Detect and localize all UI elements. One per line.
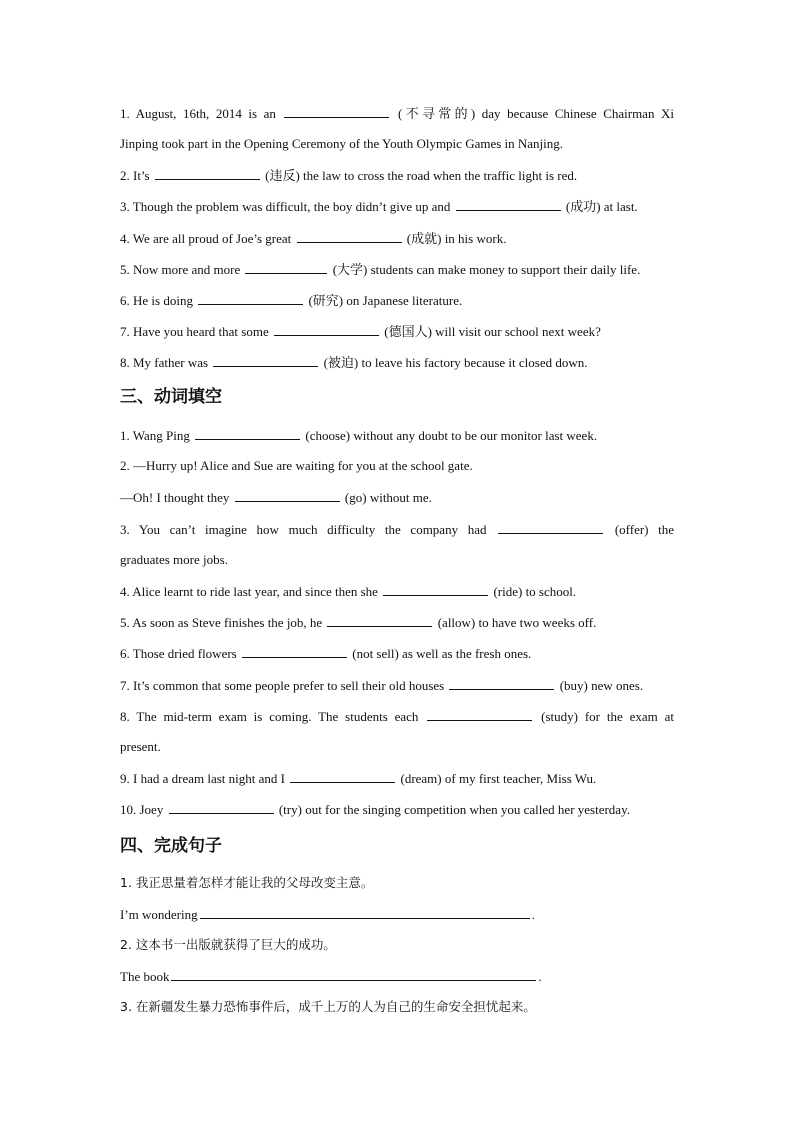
question-line bbox=[120, 614, 674, 631]
answer-blank[interactable] bbox=[297, 230, 402, 243]
answer-blank[interactable] bbox=[242, 645, 347, 658]
question-text: (allow) to have two weeks off. bbox=[437, 615, 597, 630]
question-text: 2. It’s bbox=[120, 168, 150, 183]
question-line bbox=[120, 489, 674, 506]
question-line bbox=[120, 427, 674, 444]
answer-blank[interactable] bbox=[327, 614, 432, 627]
section-heading: 三、动词填空 bbox=[120, 387, 222, 407]
question-text: (不寻常的) day because Chinese Chairman Xi bbox=[398, 106, 674, 121]
question-text: 6. He is doing bbox=[120, 293, 193, 308]
answer-blank[interactable] bbox=[155, 167, 260, 180]
question-text: (被迫) to leave his factory because it closed down. bbox=[323, 355, 588, 370]
answer-blank[interactable] bbox=[456, 198, 561, 211]
question-text: The book bbox=[120, 969, 170, 984]
question-text: 7. It’s common that some people prefer to sell their old houses bbox=[120, 678, 445, 693]
question-line bbox=[120, 354, 674, 371]
answer-blank[interactable] bbox=[290, 770, 395, 783]
question-text: I’m wondering bbox=[120, 907, 198, 922]
question-text: 1. Wang Ping bbox=[120, 428, 190, 443]
question-text: (研究) on Japanese literature. bbox=[308, 293, 463, 308]
question-text: 3. Though the problem was difficult, the boy didn’t give up and bbox=[120, 199, 451, 214]
question-line bbox=[120, 230, 674, 247]
question-text: 10. Joey bbox=[120, 802, 164, 817]
answer-blank[interactable] bbox=[383, 583, 488, 596]
question-line: Jinping took part in the Opening Ceremony of the Youth Olympic Games in Nanjing. bbox=[120, 136, 564, 151]
question-line bbox=[120, 167, 674, 184]
answer-blank[interactable] bbox=[284, 105, 389, 118]
question-text: 8. My father was bbox=[120, 355, 209, 370]
question-text: 6. Those dried flowers bbox=[120, 646, 237, 661]
question-text: (study) for the exam at bbox=[541, 709, 674, 724]
question-line bbox=[120, 198, 674, 215]
answer-blank[interactable] bbox=[171, 968, 536, 981]
question-line bbox=[120, 261, 674, 278]
question-text: —Oh! I thought they bbox=[120, 490, 230, 505]
answer-blank[interactable] bbox=[245, 261, 327, 274]
question-text: . bbox=[531, 907, 535, 922]
question-line bbox=[120, 770, 674, 787]
question-text: 3. You can’t imagine how much difficulty the company had bbox=[120, 522, 487, 537]
question-line: present. bbox=[120, 739, 161, 754]
answer-blank[interactable] bbox=[498, 521, 603, 534]
question-text: (try) out for the singing competition when you called her yesterday. bbox=[278, 802, 630, 817]
question-text: (ride) to school. bbox=[493, 584, 577, 599]
question-text: (dream) of my first teacher, Miss Wu. bbox=[400, 771, 597, 786]
question-line bbox=[120, 292, 674, 309]
answer-blank[interactable] bbox=[169, 801, 274, 814]
question-text: (offer) the bbox=[614, 522, 674, 537]
question-line bbox=[120, 645, 674, 662]
question-line: 2. —Hurry up! Alice and Sue are waiting for you at the school gate. bbox=[120, 458, 473, 473]
question-text: 1. August, 16th, 2014 is an bbox=[120, 106, 276, 121]
question-line: graduates more jobs. bbox=[120, 552, 228, 567]
question-line: 1. 我正思量着怎样才能让我的父母改变主意。 bbox=[120, 875, 374, 890]
question-text: (成就) in his work. bbox=[406, 231, 507, 246]
question-text: (not sell) as well as the fresh ones. bbox=[352, 646, 532, 661]
question-text: 8. The mid-term exam is coming. The students each bbox=[120, 709, 419, 724]
question-line bbox=[120, 968, 674, 985]
question-line: 2. 这本书一出版就获得了巨大的成功。 bbox=[120, 937, 336, 952]
answer-blank[interactable] bbox=[198, 292, 303, 305]
answer-blank[interactable] bbox=[235, 489, 340, 502]
question-text: . bbox=[538, 969, 542, 984]
answer-blank[interactable] bbox=[274, 323, 379, 336]
question-line bbox=[120, 521, 674, 537]
question-text: (buy) new ones. bbox=[559, 678, 644, 693]
question-text: 4. We are all proud of Joe’s great bbox=[120, 231, 292, 246]
question-text: (choose) without any doubt to be our monitor last week. bbox=[305, 428, 598, 443]
question-line bbox=[120, 677, 674, 694]
question-text: 4. Alice learnt to ride last year, and since then she bbox=[120, 584, 378, 599]
question-line: 3. 在新疆发生暴力恐怖事件后，成千上万的人为自己的生命安全担忧起来。 bbox=[120, 999, 536, 1014]
answer-blank[interactable] bbox=[195, 427, 300, 440]
question-text: (大学) students can make money to support their daily life. bbox=[332, 262, 641, 277]
answer-blank[interactable] bbox=[200, 906, 530, 919]
question-text: (违反) the law to cross the road when the traffic light is red. bbox=[265, 168, 578, 183]
question-line bbox=[120, 801, 674, 818]
question-text: 7. Have you heard that some bbox=[120, 324, 269, 339]
answer-blank[interactable] bbox=[449, 677, 554, 690]
question-text: 5. As soon as Steve finishes the job, he bbox=[120, 615, 323, 630]
section-heading: 四、完成句子 bbox=[120, 836, 222, 856]
question-text: (德国人) will visit our school next week? bbox=[384, 324, 601, 339]
question-line bbox=[120, 583, 674, 600]
question-text: 5. Now more and more bbox=[120, 262, 241, 277]
answer-blank[interactable] bbox=[213, 354, 318, 367]
question-line bbox=[120, 323, 674, 340]
question-line bbox=[120, 105, 674, 121]
question-line bbox=[120, 708, 674, 724]
answer-blank[interactable] bbox=[427, 708, 532, 721]
question-text: 9. I had a dream last night and I bbox=[120, 771, 285, 786]
question-line bbox=[120, 906, 674, 923]
question-text: (go) without me. bbox=[344, 490, 432, 505]
question-text: (成功) at last. bbox=[565, 199, 638, 214]
